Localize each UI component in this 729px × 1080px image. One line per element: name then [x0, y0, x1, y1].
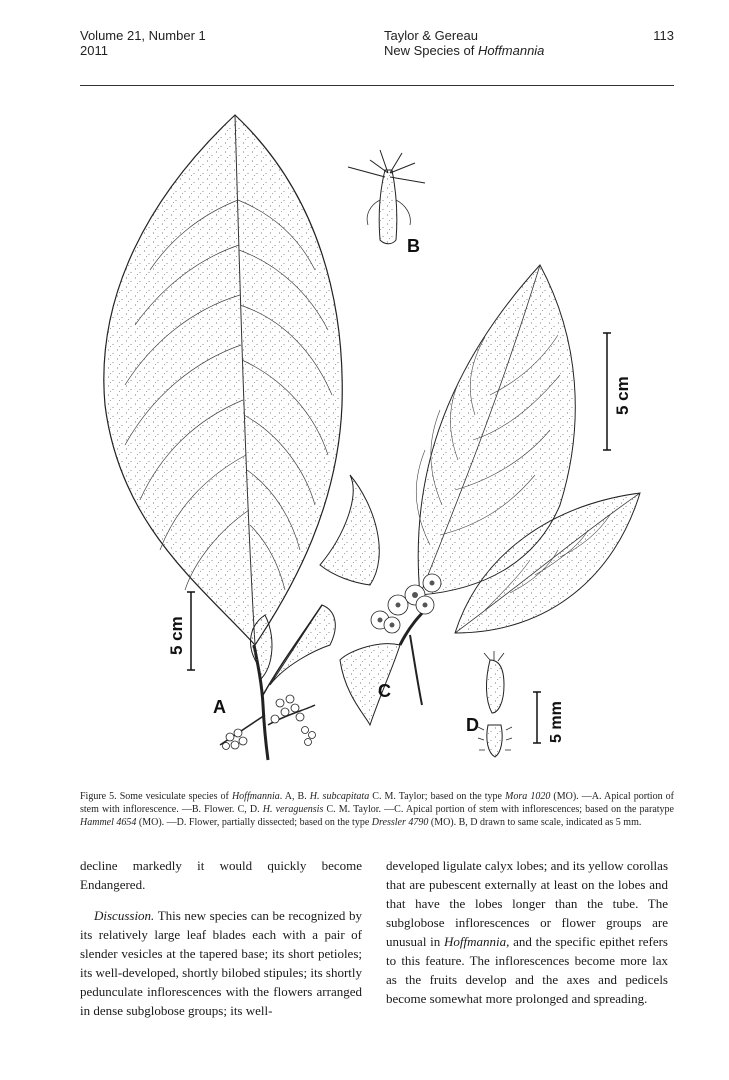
body-column-left: [80, 856, 362, 1020]
panel-label-d: D: [466, 715, 479, 735]
stem-a: [220, 605, 335, 760]
panel-label-b: B: [407, 236, 420, 256]
flower-b: [348, 150, 425, 244]
scale-bar-d: [533, 692, 565, 743]
volume-number: Volume 21, Number 1: [80, 28, 206, 43]
scale-bar-right: [603, 333, 632, 450]
paragraph-conservation-end: decline markedly it would quickly become Endangered.: [80, 858, 362, 892]
running-header-volume: [80, 28, 206, 58]
section-heading-discussion: Discussion.: [94, 908, 155, 923]
paragraph-discussion-cont: developed ligulate calyx lobes; and its yellow corollas that are pubescent externally at least on the lobes and that have the lobes longer than the tube. The subglobose inflorescences or flower groups are unusual in Hoffmannia, and the specific epithet refers to this feature. The inflorescences become more lax as the fruits develop and the axes and pedicels become somewhat more prolonged and spreading.: [386, 858, 668, 1006]
article-short-title: New Species of Hoffmannia: [384, 43, 545, 58]
scale-label-left: 5 cm: [167, 616, 186, 655]
panel-label-a: A: [213, 697, 226, 717]
leaf-c-small: [340, 644, 400, 725]
volume-year: 2011: [80, 43, 108, 58]
body-column-right: [386, 856, 668, 1008]
leaf-a-large: [104, 115, 342, 645]
scale-label-d: 5 mm: [548, 701, 565, 743]
scale-label-right: 5 cm: [613, 376, 632, 415]
genus-name: Hoffmannia: [477, 43, 545, 58]
botanical-illustration: [80, 105, 674, 765]
panel-label-c: C: [378, 681, 391, 701]
paragraph-discussion: Discussion. This new species can be recognized by its relatively large leaf blades each with a pair of slender vesicles at the tapered base; its short petioles; its well-developed, shortly bilobed stipules; its shortly pedunculate inflorescences with the flowers arranged in dense subglobose groups; its well-: [80, 908, 363, 1018]
header-rule: [80, 85, 674, 86]
flower-d: [478, 651, 512, 757]
page-number: 113: [653, 28, 674, 43]
figure-caption: Figure 5. Some vesiculate species of Hoffmannia. A, B. H. subcapitata C. M. Taylor; based on the type Mora 1020 (MO). —A. Apical portion of stem with inflorescence. —B. Flower. C, D. H. veraguensis C. M. Taylor. —C. Apical portion of stem with inflorescences; based on the paratype Hammel 4654 (MO). —D. Flower, partially dissected; based on the type Dressler 4790 (MO). B, D drawn to same scale, indicated as 5 mm.: [80, 791, 674, 828]
authors: Taylor & Gereau: [384, 28, 478, 43]
running-header-title: [384, 28, 544, 58]
scale-bar-left: [167, 592, 195, 670]
